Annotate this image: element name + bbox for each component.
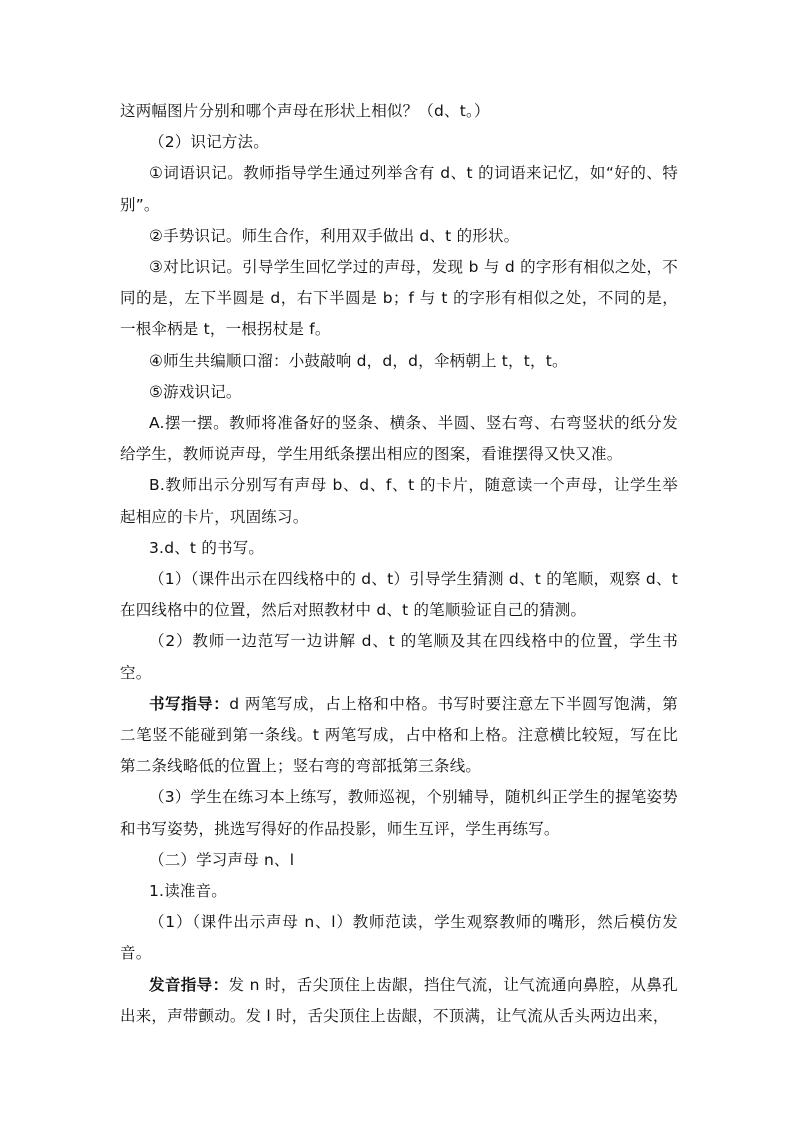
paragraph-gesture-memory: ②手势识记。师生合作，利用双手做出 d、t 的形状。 — [149, 226, 520, 245]
paragraph-pronunciation-guide — [120, 970, 678, 1032]
paragraph-card-activity: B.教师出示分别写有声母 b、d、f、t 的卡片，随意读一个声母，让学生举起相应的卡片，巩固练习。 — [120, 476, 678, 526]
paragraph-word-memory: ①词语识记。教师指导学生通过列举含有 d、t 的词语来记忆，如“好的、特别”。 — [120, 164, 678, 214]
paragraph-practice: （3）学生在练习本上练写，教师巡视，个别辅导，随机纠正学生的握笔姿势和书写姿势，挑选写得好的作品投影，师生互评，学生再练写。 — [120, 788, 678, 838]
paragraph-memory-methods: （2）识记方法。 — [149, 133, 269, 152]
writing-guide-text: d 两笔写成，占上格和中格。书写时要注意左下半圆写饱满，第二笔竖不能碰到第一条线。t 两笔写成，占中格和上格。注意横比较短，写在比第二条线略低的位置上；竖右弯的弯部抵第三条线。 — [120, 694, 678, 776]
paragraph-stroke-guess: （1）（课件出示在四线格中的 d、t）引导学生猜测 d、t 的笔顺，观察 d、t 在四线格中的位置，然后对照教材中 d、t 的笔顺验证自己的猜测。 — [120, 570, 678, 620]
paragraph-rhyme: ④师生共编顺口溜：小鼓敲响 d，d，d，伞柄朝上 t，t，t。 — [149, 351, 568, 370]
paragraph-game-memory: ⑤游戏识记。 — [149, 382, 242, 401]
paragraph-section-nl: （二）学习声母 n、l — [149, 850, 295, 869]
paragraph-arrange-activity: A.摆一摆。教师将准备好的竖条、横条、半圆、竖右弯、右弯竖状的纸分发给学生，教师说声母，学生用纸条摆出相应的图案，看谁摆得又快又准。 — [120, 414, 678, 464]
writing-guide-label: 书写指导： — [149, 694, 230, 713]
paragraph-writing-guide — [120, 689, 678, 783]
pronunciation-guide-label: 发音指导： — [149, 975, 229, 994]
paragraph-question: 这两幅图片分别和哪个声母在形状上相似？（d、t。） — [120, 102, 490, 120]
paragraph-teacher-demo: （2）教师一边范写一边讲解 d、t 的笔顺及其在四线格中的位置，学生书空。 — [120, 632, 678, 682]
paragraph-read-sound: 1.读准音。 — [149, 882, 227, 901]
paragraph-writing-heading: 3.d、t 的书写。 — [149, 538, 265, 557]
paragraph-teacher-reading: （1）（课件出示声母 n、l）教师范读，学生观察教师的嘴形，然后模仿发音。 — [120, 913, 678, 963]
document-body — [120, 96, 678, 1032]
pronunciation-guide-text: 发 n 时，舌尖顶住上齿龈，挡住气流，让气流通向鼻腔，从鼻孔出来，声带颤动。发 l 时，舌尖顶住上齿龈，不顶满，让气流从舌头两边出来， — [120, 975, 678, 1025]
paragraph-contrast-memory: ③对比识记。引导学生回忆学过的声母，发现 b 与 d 的字形有相似之处，不同的是，左下半圆是 d，右下半圆是 b；f 与 t 的字形有相似之处，不同的是，一根伞柄是 t，一根拐杖是 f。 — [120, 258, 678, 339]
